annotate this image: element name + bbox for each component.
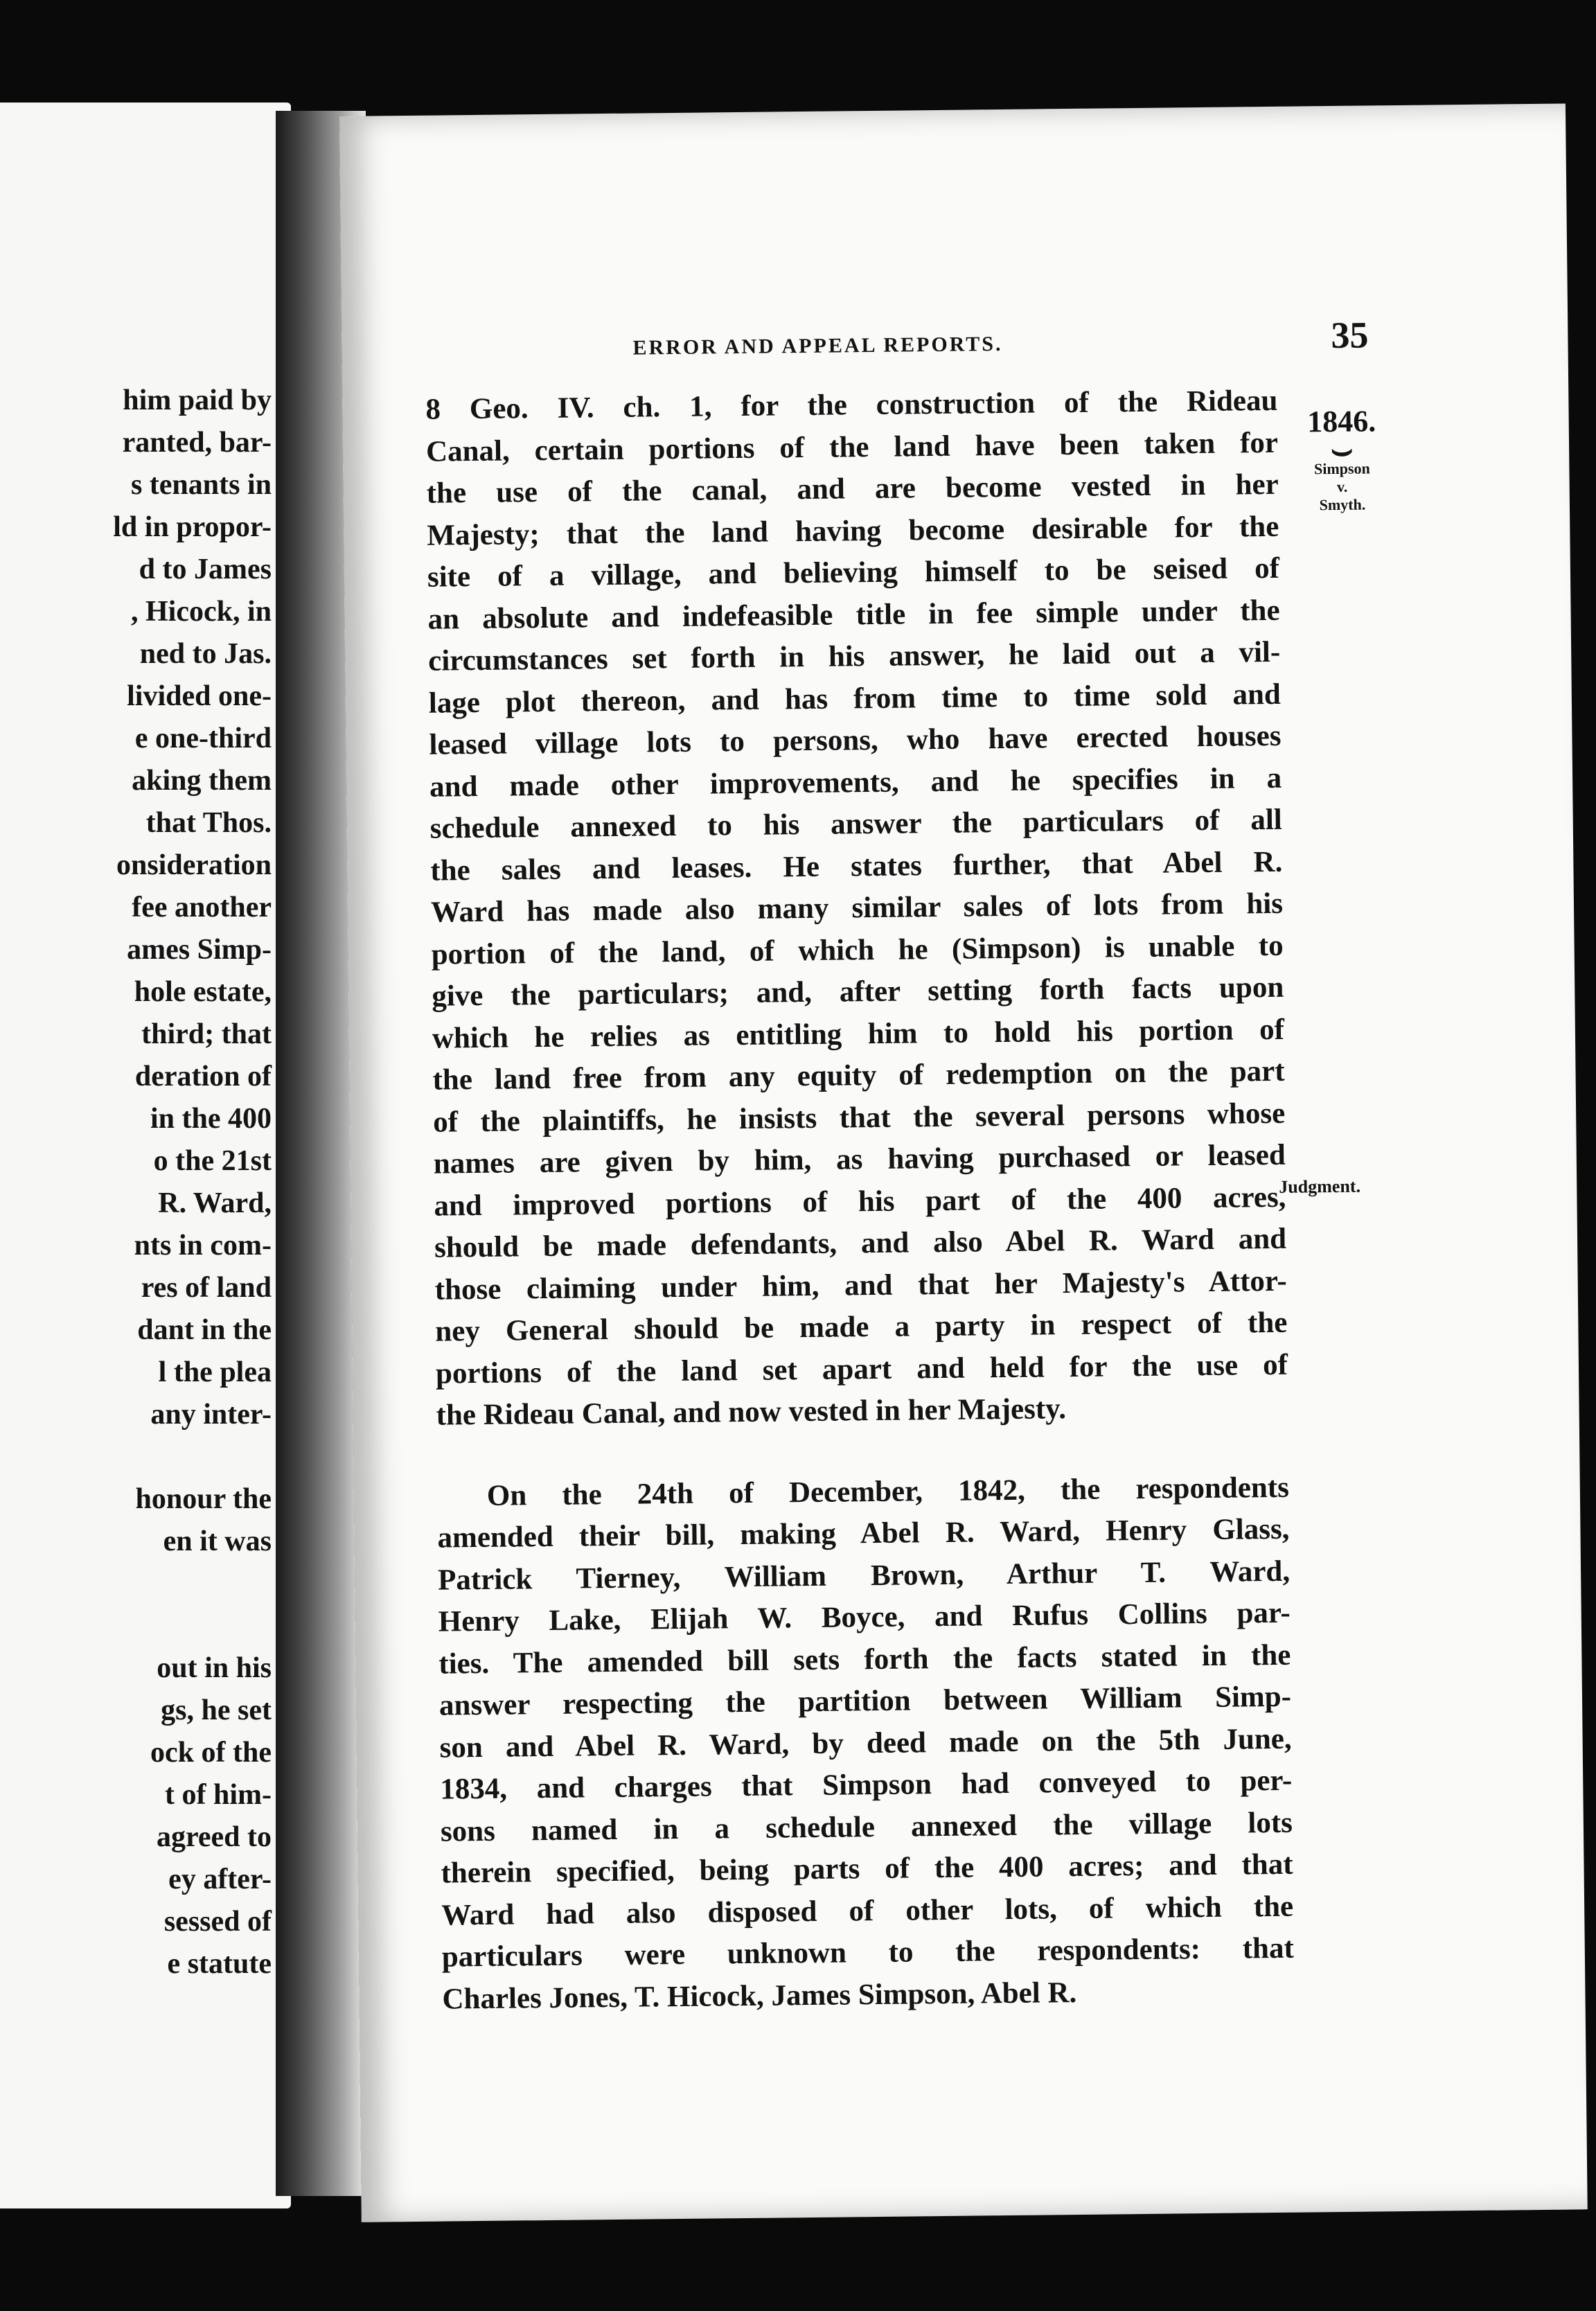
left-page-line: third; that: [141, 1018, 272, 1050]
left-page-line: e statute: [167, 1948, 272, 1980]
text-line: of the plaintiffs, he insists that the several persons whose: [432, 1097, 1286, 1139]
left-page-line: res of land: [141, 1272, 272, 1304]
text-line: Ward had also disposed of other lots, of which the: [441, 1890, 1294, 1932]
text-line: and made other improvements, and he specifies in a: [429, 761, 1282, 804]
text-line: names are given by him, as having purchased or leased: [433, 1138, 1286, 1180]
left-page-line: him paid by: [123, 384, 272, 416]
left-page-line: t of him-: [165, 1779, 272, 1811]
text-line: ties. The amended bill sets forth the facts stated in the: [438, 1638, 1291, 1681]
text-line: answer respecting the partition between William Simp-: [438, 1680, 1292, 1722]
left-page-text: [0, 380, 272, 1985]
left-page-line: , Hicock, in: [130, 596, 272, 628]
right-page: [339, 103, 1588, 2222]
text-line: On the 24th of December, 1842, the respondents: [486, 1471, 1290, 1512]
left-page-line: aking them: [132, 765, 272, 797]
margin-case-line2: v.: [1336, 477, 1348, 495]
text-line: Canal, certain portions of the land have been taken for: [425, 426, 1279, 468]
text-line: Patrick Tierney, William Brown, Arthur T. Ward,: [437, 1555, 1291, 1597]
text-line: the land free from any equity of redemption on the part: [432, 1054, 1285, 1097]
text-line: portions of the land set apart and held for the use of: [435, 1348, 1288, 1390]
left-page-line: any inter-: [150, 1399, 272, 1431]
paragraph-1: [425, 380, 1288, 1437]
text-line: those claiming under him, and that her Majesty's Attor-: [434, 1264, 1287, 1307]
text-line: ney General should be made a party in respect of the: [435, 1306, 1288, 1348]
left-page-line: o the 21st: [153, 1145, 272, 1177]
margin-note-case: [1279, 403, 1405, 515]
left-page-line: e one-third: [134, 723, 272, 754]
page-number: 35: [1331, 314, 1369, 357]
text-line: the Rideau Canal, and now vested in her Majesty.: [436, 1392, 1067, 1432]
text-line: 1834, and charges that Simpson had conveyed to per-: [440, 1764, 1293, 1806]
left-page-line: agreed to: [156, 1821, 272, 1853]
left-page-line: ned to Jas.: [139, 638, 272, 670]
text-line: leased village lots to persons, who have erected houses: [429, 719, 1282, 761]
left-page-line: s tenants in: [130, 469, 272, 501]
left-page-line: out in his: [157, 1652, 272, 1684]
left-page-line: dant in the: [137, 1314, 272, 1346]
text-line: circumstances set forth in his answer, he laid out a vil-: [427, 635, 1281, 678]
text-line: schedule annexed to his answer the particulars of all: [429, 803, 1282, 845]
left-page-line: [0, 1605, 272, 1647]
left-page-line: [0, 1436, 272, 1478]
left-page-line: onsideration: [116, 849, 272, 881]
left-page-line: ranted, bar-: [122, 427, 272, 459]
text-line: son and Abel R. Ward, by deed made on the 5th June,: [439, 1722, 1292, 1764]
margin-case-line1: Simpson: [1313, 459, 1370, 478]
text-line: portion of the land, of which he (Simpson) is unable to: [431, 929, 1284, 971]
left-page-line: deration of: [134, 1061, 272, 1092]
left-page-line: sessed of: [163, 1906, 272, 1938]
left-page-line: ock of the: [150, 1737, 272, 1769]
body-text: [425, 380, 1295, 2021]
text-line: Majesty; that the land having become desirable for the: [427, 510, 1279, 552]
left-page-line: d to James: [139, 554, 272, 585]
left-page-line: [0, 1563, 272, 1605]
left-page-line: in the 400: [150, 1103, 272, 1135]
left-page-line: en it was: [163, 1525, 272, 1557]
margin-judgment: Judgment.: [1279, 1176, 1361, 1197]
left-page-line: livided one-: [127, 680, 272, 712]
left-facing-page: [0, 103, 291, 2208]
margin-brace: ⌣: [1330, 430, 1354, 470]
text-line: therein specified, being parts of the 400 acres; and that: [441, 1848, 1293, 1890]
text-line: lage plot thereon, and has from time to time sold and: [428, 678, 1282, 720]
text-line: Ward has made also many similar sales of lots from his: [430, 887, 1284, 929]
left-page-line: l the plea: [158, 1356, 272, 1388]
left-page-line: ld in propor-: [113, 511, 272, 543]
text-line: Henry Lake, Elijah W. Boyce, and Rufus Collins par-: [438, 1596, 1291, 1638]
text-line: 8 Geo. IV. ch. 1, for the construction of the Rideau: [425, 384, 1278, 426]
left-page-line: ey after-: [168, 1863, 272, 1895]
text-line: should be made defendants, and also Abel R. Ward and: [434, 1222, 1287, 1264]
left-page-line: ames Simp-: [127, 934, 272, 966]
text-line: the sales and leases. He states further, that Abel R.: [430, 845, 1283, 887]
text-line: give the particulars; and, after setting forth facts upon: [432, 971, 1284, 1013]
left-page-line: hole estate,: [134, 976, 272, 1008]
text-line: particulars were unknown to the respondents: that: [441, 1931, 1295, 1974]
paragraph-2: [437, 1467, 1295, 2020]
text-line: and improved portions of his part of the 400 acres,: [434, 1180, 1286, 1223]
text-line: Charles Jones, T. Hicock, James Simpson, Abel R.: [442, 1976, 1077, 2016]
text-line: amended their bill, making Abel R. Ward, Henry Glass,: [437, 1512, 1290, 1555]
margin-case-line3: Smyth.: [1319, 495, 1366, 514]
left-page-line: that Thos.: [145, 807, 272, 839]
text-line: the use of the canal, and are become vested in her: [426, 468, 1279, 510]
text-line: site of a village, and believing himself to be seised of: [427, 551, 1280, 594]
text-line: an absolute and indefeasible title in fee simple under the: [427, 594, 1280, 636]
left-page-line: honour the: [135, 1483, 272, 1515]
left-page-line: nts in com-: [134, 1230, 272, 1261]
text-line: sons named in a schedule annexed the village lots: [440, 1806, 1293, 1848]
margin-year: 1846.: [1306, 404, 1376, 439]
left-page-line: fee another: [132, 892, 272, 923]
text-line: which he relies as entitling him to hold his portion of: [432, 1013, 1285, 1055]
left-page-line: gs, he set: [161, 1694, 272, 1726]
running-head: ERROR AND APPEAL REPORTS.: [632, 332, 1003, 360]
left-page-line: R. Ward,: [158, 1187, 272, 1219]
